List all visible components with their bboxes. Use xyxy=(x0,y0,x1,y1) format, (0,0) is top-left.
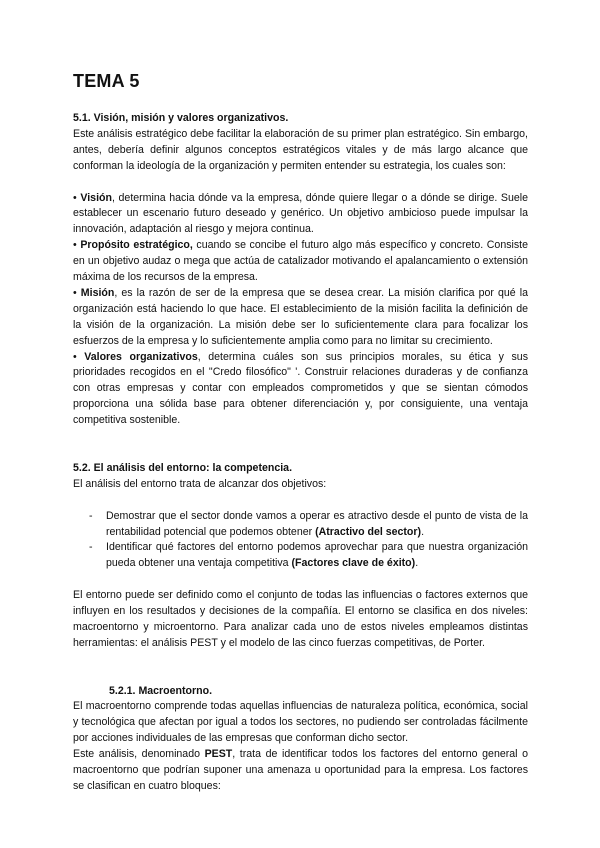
concept-term: Misión xyxy=(80,286,115,299)
concept-term: Visión xyxy=(80,191,112,204)
concept-item-vision xyxy=(73,191,528,239)
section-5-2-intro: El análisis del entorno trata de alcanzar dos objetivos: xyxy=(73,477,327,490)
bullet-icon: • xyxy=(73,286,77,299)
concept-text: , es la razón de ser de la empresa que se desea crear. La misión clarifica por qué la organización está haciendo lo que hace. El establecimiento de la misión facilita la definición de la visión de la organización. La misión debe ser lo suficientemente clara para focalizar los esfuerzos de la empresa y lo suficientemente amplia como para no limitar su crecimiento. xyxy=(73,286,528,347)
bullet-icon: • xyxy=(73,239,77,252)
concept-item-valores xyxy=(73,350,528,430)
section-5-2-1-paragraph-2: Este análisis, denominado PEST, trata de identificar todos los factores del entorno general o macroentorno que podrían suponer una amenaza u oportunidad para la empresa. Los factores se clasifican en cuatro bloques: xyxy=(73,748,528,792)
section-5-1-intro: Este análisis estratégico debe facilitar la elaboración de su primer plan estratégico. Sin embargo, antes, debería definir algunos conceptos estratégicos vitales y de más largo alcance que conforman la ideología de la organización y permiten entender su estrategia, los cuales son: xyxy=(73,127,528,172)
section-5-2-1-paragraph-1: El macroentorno comprende todas aquellas influencias de naturaleza política, económica, social y tecnológica que afectan por igual a todos los sectores, no pudiendo ser controladas fácilmente por acciones individuales de las empresas que conforman dicho sector. xyxy=(73,700,528,745)
section-heading-5-1: 5.1. Visión, misión y valores organizativos. xyxy=(73,112,289,124)
concept-term: Propósito estratégico, xyxy=(80,239,193,252)
dash-icon: - xyxy=(89,509,93,522)
page-title: TEMA 5 xyxy=(73,71,140,91)
bullet-icon: • xyxy=(73,191,77,204)
list-item: - Identificar qué factores del entorno podemos aprovechar para que nuestra organización pueda obtener una ventaja competitiva (Factores clave de éxito). xyxy=(89,541,528,570)
concept-text: , determina cuáles son sus principios morales, su ética y sus prioridades recogidos en el "Credo filosófico" '. Construir relaciones duraderas y de confianza con otras empresas y contar con empleados comprometidos y que se sientan cómodos proporciona una sólida base para obtener diferenciación y, por consiguiente, una ventaja competitiva sostenible. xyxy=(73,350,528,427)
section-heading-5-2-1: 5.2.1. Macroentorno. xyxy=(109,684,213,697)
concept-item-mision xyxy=(73,286,528,350)
list-item: - Demostrar que el sector donde vamos a operar es atractivo desde el punto de vista de la rentabilidad potencial que podemos obtener (Atractivo del sector). xyxy=(89,509,528,538)
document-body xyxy=(73,111,528,795)
section-heading-5-2: 5.2. El análisis del entorno: la competencia. xyxy=(73,461,293,474)
section-5-2-paragraph: El entorno puede ser definido como el conjunto de todas las influencias o factores externos que influyen en los resultados y decisiones de la compañía. El entorno se clasifica en dos niveles: macroentorno y microentorno. Para analizar cada uno de estos niveles empleamos distintas herramientas: el análisis PEST y el modelo de las cinco fuerzas competitivas, de Porter. xyxy=(73,589,528,649)
concept-term: Valores organizativos xyxy=(84,350,198,363)
concept-text: , determina hacia dónde va la empresa, dónde quiere llegar o a dónde se dirige. Suele establecer un escenario futuro deseado y genérico. Un objetivo ambicioso puede impulsar la innovación, adaptación al riesgo y mejora continua. xyxy=(73,191,528,236)
concept-text: cuando se concibe el futuro algo más específico y concreto. Consiste en un objetivo audaz o mega que actúa de catalizador motivando el apalancamiento o extensión máxima de los recursos de la empresa. xyxy=(73,239,528,284)
bullet-icon: • xyxy=(73,350,77,363)
objectives-list xyxy=(73,509,528,573)
dash-icon: - xyxy=(89,541,93,554)
concept-item-proposito xyxy=(73,238,528,286)
